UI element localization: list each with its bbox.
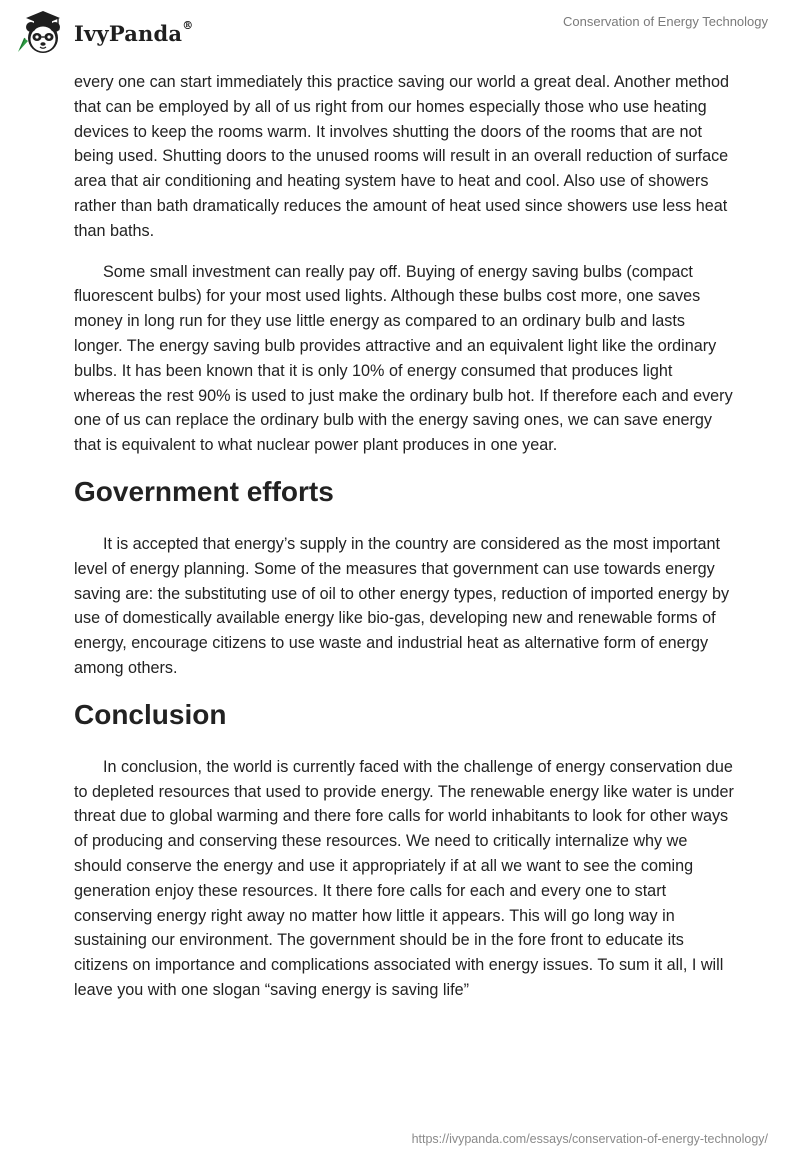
document-title: Conservation of Energy Technology: [563, 14, 768, 29]
page-header: [0, 0, 800, 60]
paragraph-continued: every one can start immediately this practice saving our world a great deal. Another method that can be employed by all of us right from our homes especially those who use heating devices to keep the rooms warm. It involves shutting the doors of the rooms that are not being used. Shutting doors to the unused rooms will result in an overall reduction of surface area that air conditioning and heating system have to heat and cool. Also use of showers rather than bath dramatically reduces the amount of heat used since showers use less heat than baths.: [74, 73, 730, 240]
source-url[interactable]: https://ivypanda.com/essays/conservation-of-energy-technology/: [411, 1132, 768, 1146]
paragraph-energy-saving-bulbs: Some small investment can really pay off. Buying of energy saving bulbs (compact fluorescent bulbs) for your most used lights. Although these bulbs cost more, one saves money in long run for they use little energy as compared to an ordinary bulb and lasts longer. The energy saving bulb provides attractive and an equivalent light like the ordinary bulbs. It has been known that it is only 10% of energy consumed that produces light whereas the rest 90% is used to just make the ordinary bulb hot. If therefore each and every one of us can replace the ordinary bulb with the energy saving ones, we can save energy that is equivalent to what nuclear power plant produces in one year.: [74, 262, 733, 455]
heading-conclusion: Conclusion: [74, 698, 227, 730]
ivypanda-logo[interactable]: [14, 8, 193, 58]
logo-text: [74, 18, 194, 46]
heading-government-efforts: Government efforts: [74, 475, 334, 507]
paragraph-conclusion: In conclusion, the world is currently faced with the challenge of energy conservation due to depleted resources that used to provide energy. The renewable energy like water is under threat due to global warming and there fore calls for world inhabitants to look for other ways of producing and conserving these resources. We need to critically internalize why we should conserve the energy and use it appropriately if at all we want to see the coming generation enjoy these resources. It there fore calls for each and every one to start conserving energy right away no matter how little it appears. This will go long way in sustaining our environment. The government should be in the fore front to educate its citizens on importance and complications associated with energy issues. To sum it all, I will leave you with one slogan “saving energy is saving life”: [74, 757, 734, 999]
essay-body: [74, 70, 734, 1019]
paragraph-government-efforts: It is accepted that energy’s supply in the country are considered as the most important level of energy planning. Some of the measures that government can use towards energy saving are: the substituting use of oil to other energy types, reduction of imported energy by use of domestically available energy like bio-gas, developing new and renewable forms of energy, encourage citizens to use waste and industrial heat as alternative form of energy among others.: [74, 534, 730, 677]
logo-wordmark: IvyPanda: [74, 20, 183, 46]
registered-mark: ®: [182, 18, 194, 32]
panda-graduate-icon: [14, 8, 70, 58]
